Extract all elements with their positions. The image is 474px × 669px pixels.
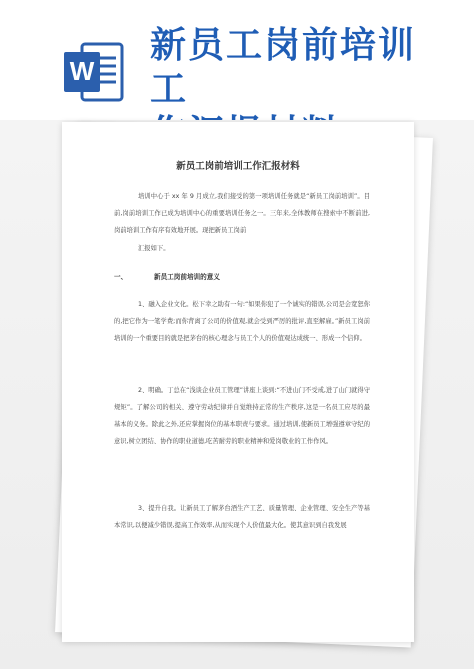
paragraph-point-2-text: 2、明确。丁总在“浅谈企业员工管理”讲座上谈到:“不进山门不受戒,进了山门就得守规矩”。了解公司的相关、遵守劳动纪律并自觉维持正常的生产秩序,这是一名员工应尽的最基本的义务。除此之外,还应掌握岗位的基本职责与要求。通过培训,使新员工增强遵章守纪的意识,树立团结、协作的职业道德,吃苦耐劳的职业精神和爱岗敬业的工作作风。 [114, 387, 371, 445]
section-heading [114, 270, 370, 284]
word-icon-letter: W [69, 56, 95, 86]
section-title: 新员工岗前培训的意义 [154, 273, 220, 281]
paragraph-intro [114, 188, 370, 239]
paragraph-intro-text: 培训中心于 xx 年 9 月成立,我们接受的第一项培训任务就是“新员工岗前培训”。目前,岗前培训工作已成为培训中心的重要培训任务之一。三年来,全体教师在搜索中不断前进,岗前培训工作有序有效地开展。现把新员工岗前 [114, 193, 370, 234]
paragraph-summary [114, 240, 370, 257]
word-document-icon [60, 38, 128, 106]
section-number: 一、 [114, 273, 128, 281]
document-title: 新员工岗前培训工作汇报材料 [176, 161, 300, 172]
banner [0, 0, 474, 120]
paragraph-point-3 [114, 500, 370, 534]
paragraph-summary-text: 汇报如下。 [138, 245, 170, 252]
paragraph-point-3-text: 3、提升自我。让新员工了解茅台酒生产工艺、质量管理、企业管理、安全生产等基本常识,以便减少错误,提高工作效率,从而实现个人价值最大化。使其意识到自我发展 [114, 505, 370, 529]
document-page [62, 122, 414, 642]
banner-title-line1: 新员工岗前培训工 [150, 25, 417, 110]
paragraph-point-1-text: 1、融入企业文化。松下幸之助有一句:“如果你犯了一个诚实的错误,公司是会宽恕你的,把它作为一笔学费;而你背离了公司的价值观,就会受到严厉的批评,直至解雇。”新员工岗前培训的一个重要目的就是把茅台的核心理念与员工个人的价值观达成统一、形成一个信仰。 [114, 301, 370, 342]
paragraph-point-1 [114, 296, 370, 347]
paragraph-point-2 [114, 382, 370, 450]
